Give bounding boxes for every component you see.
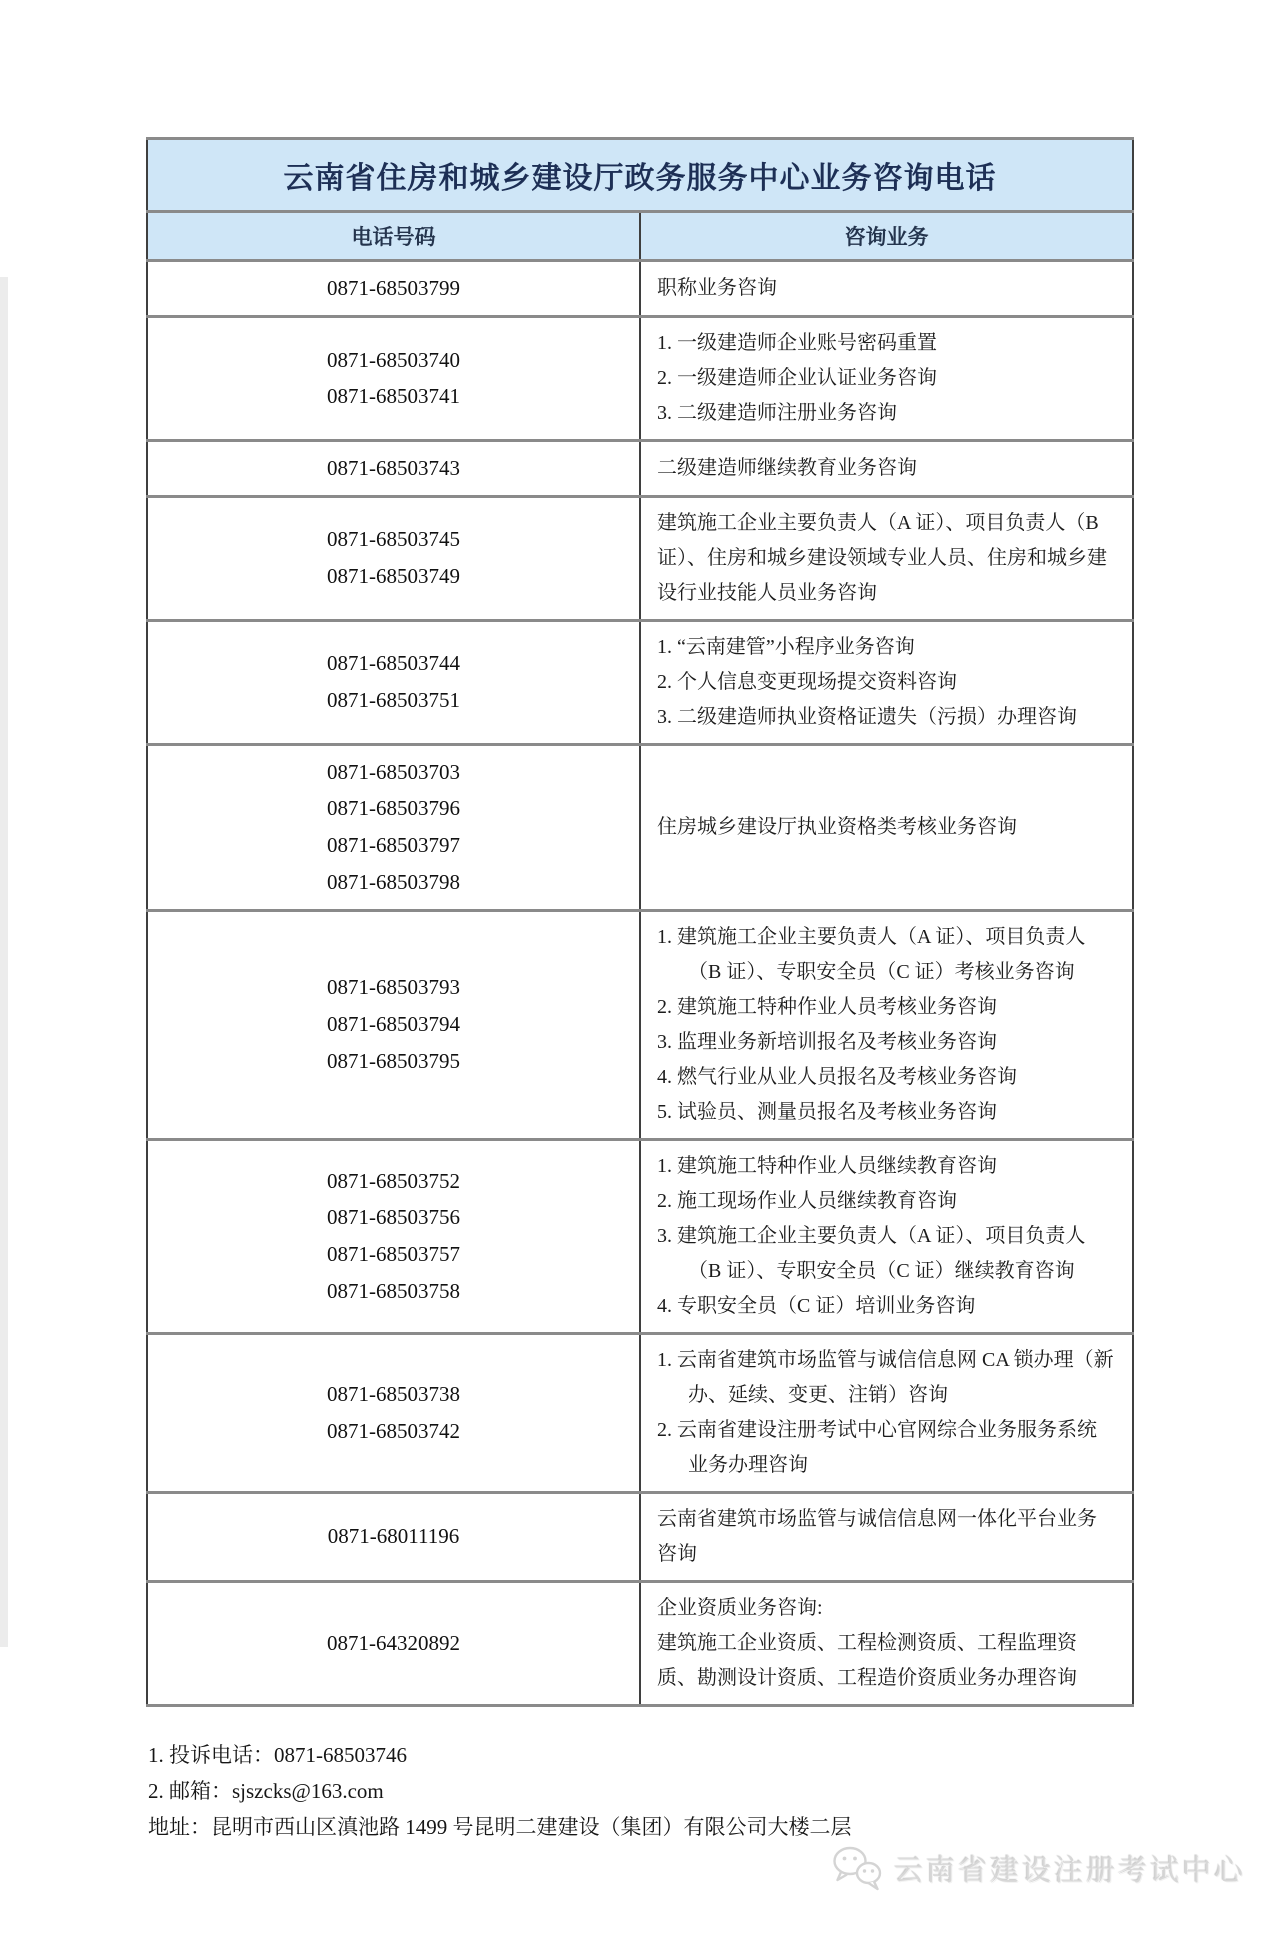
service-item: 3. 监理业务新培训报名及考核业务咨询 — [657, 1030, 997, 1053]
service-item: 2. 建筑施工特种作业人员考核业务咨询 — [657, 995, 997, 1018]
phone-numbers-cell — [147, 316, 640, 440]
phone-numbers-cell — [147, 496, 640, 620]
phone-numbers-cell — [147, 620, 640, 744]
service-item: 1. 建筑施工特种作业人员继续教育咨询 — [657, 1154, 997, 1177]
phone-numbers-cell — [147, 910, 640, 1139]
service-item: 2. 个人信息变更现场提交资料咨询 — [657, 670, 957, 693]
table-row — [147, 1333, 1133, 1492]
phone-number: 0871-68503796 — [327, 796, 460, 821]
phone-number: 0871-68503745 — [327, 527, 460, 552]
service-item: 住房城乡建设厅执业资格类考核业务咨询 — [657, 815, 1017, 838]
services-cell — [640, 261, 1133, 317]
services-cell — [640, 744, 1133, 910]
service-item: 3. 二级建造师注册业务咨询 — [657, 401, 897, 424]
page-edge-shadow — [0, 277, 8, 1647]
phone-number: 0871-68503798 — [327, 869, 460, 894]
service-item: 云南省建筑市场监管与诚信信息网一体化平台业务咨询 — [657, 1507, 1097, 1565]
service-item: 1. 建筑施工企业主要负责人（A 证）、项目负责人（B 证）、专职安全员（C 证）考核业务咨询 — [657, 925, 1086, 983]
phone-number: 0871-68011196 — [327, 1524, 460, 1549]
services-cell — [640, 1492, 1133, 1581]
table-row — [147, 744, 1133, 910]
table-title-row — [147, 139, 1133, 212]
table-row — [147, 1581, 1133, 1705]
table-row — [147, 910, 1133, 1139]
watermark-text: 云南省建设注册考试中心 — [893, 1854, 1246, 1887]
page-title: 云南省住房和城乡建设厅政务服务中心业务咨询电话 — [147, 139, 1133, 212]
services-cell — [640, 440, 1133, 496]
wechat-icon — [830, 1845, 884, 1891]
phone-number: 0871-68503794 — [327, 1012, 460, 1037]
phone-numbers-cell — [147, 1581, 640, 1705]
phone-numbers-cell — [147, 1492, 640, 1581]
watermark — [830, 1845, 1246, 1891]
services-cell — [640, 910, 1133, 1139]
services-cell — [640, 316, 1133, 440]
services-cell — [640, 620, 1133, 744]
phone-number: 0871-68503757 — [327, 1242, 460, 1266]
phone-numbers-cell — [147, 1333, 640, 1492]
phone-number: 0871-68503751 — [327, 688, 460, 712]
table-row — [147, 496, 1133, 620]
phone-number: 0871-68503758 — [327, 1278, 460, 1303]
footer-notes — [148, 1737, 1280, 1845]
service-item: 3. 建筑施工企业主要负责人（A 证）、项目负责人（B 证）、专职安全员（C 证）继续教育咨询 — [657, 1224, 1086, 1282]
phone-numbers-cell — [147, 744, 640, 910]
phone-number: 0871-68503797 — [327, 833, 460, 857]
service-item: 企业资质业务咨询: — [657, 1596, 823, 1619]
phone-number: 0871-68503793 — [327, 975, 460, 1000]
phone-number: 0871-68503740 — [327, 347, 460, 372]
phone-number: 0871-68503741 — [327, 384, 460, 409]
service-item: 建筑施工企业主要负责人（A 证）、项目负责人（B 证）、住房和城乡建设领域专业人员、住房和城乡建设行业技能人员业务咨询 — [657, 511, 1107, 604]
service-item: 2. 一级建造师企业认证业务咨询 — [657, 366, 937, 389]
phone-numbers-cell — [147, 261, 640, 317]
service-item: 4. 燃气行业从业人员报名及考核业务咨询 — [657, 1065, 1017, 1088]
service-item: 二级建造师继续教育业务咨询 — [657, 456, 917, 479]
phone-number: 0871-68503749 — [327, 564, 460, 588]
service-item: 职称业务咨询 — [657, 276, 777, 299]
phone-numbers-cell — [147, 1139, 640, 1333]
phone-number: 0871-68503752 — [327, 1168, 460, 1193]
phone-numbers-cell — [147, 440, 640, 496]
table-row — [147, 1139, 1133, 1333]
note-line: 2. 邮箱：sjszcks@163.com — [148, 1778, 384, 1803]
note-line: 1. 投诉电话：0871-68503746 — [148, 1742, 407, 1767]
column-header-services: 咨询业务 — [640, 212, 1133, 261]
services-cell — [640, 496, 1133, 620]
phone-number: 0871-68503738 — [327, 1381, 460, 1406]
phone-number: 0871-68503744 — [327, 651, 460, 676]
service-item: 2. 施工现场作业人员继续教育咨询 — [657, 1189, 957, 1212]
table-header-row — [147, 212, 1133, 261]
phone-number: 0871-68503795 — [327, 1048, 460, 1073]
column-header-phone: 电话号码 — [147, 212, 640, 261]
phone-directory-table — [146, 137, 1134, 1707]
note-line: 地址：昆明市西山区滇池路 1499 号昆明二建建设（集团）有限公司大楼二层 — [148, 1814, 852, 1839]
services-cell — [640, 1139, 1133, 1333]
phone-number: 0871-68503703 — [327, 759, 460, 784]
service-item: 1. 云南省建筑市场监管与诚信信息网 CA 锁办理（新办、延续、变更、注销）咨询 — [657, 1348, 1114, 1406]
table-row — [147, 440, 1133, 496]
service-item: 3. 二级建造师执业资格证遗失（污损）办理咨询 — [657, 705, 1077, 728]
table-row — [147, 620, 1133, 744]
phone-number: 0871-68503799 — [327, 276, 460, 300]
service-item: 2. 云南省建设注册考试中心官网综合业务服务系统业务办理咨询 — [657, 1418, 1097, 1476]
phone-number: 0871-68503756 — [327, 1205, 460, 1230]
phone-number: 0871-68503743 — [327, 455, 460, 480]
service-item: 建筑施工企业资质、工程检测资质、工程监理资质、勘测设计资质、工程造价资质业务办理咨询 — [657, 1631, 1077, 1689]
service-item: 1. 一级建造师企业账号密码重置 — [657, 331, 937, 354]
services-cell — [640, 1581, 1133, 1705]
table-row — [147, 261, 1133, 317]
services-cell — [640, 1333, 1133, 1492]
phone-number: 0871-64320892 — [327, 1630, 460, 1655]
table-row — [147, 1492, 1133, 1581]
phone-number: 0871-68503742 — [327, 1418, 460, 1443]
table-row — [147, 316, 1133, 440]
service-item: 5. 试验员、测量员报名及考核业务咨询 — [657, 1100, 997, 1123]
service-item: 1. “云南建管”小程序业务咨询 — [657, 635, 915, 658]
service-item: 4. 专职安全员（C 证）培训业务咨询 — [657, 1294, 976, 1317]
